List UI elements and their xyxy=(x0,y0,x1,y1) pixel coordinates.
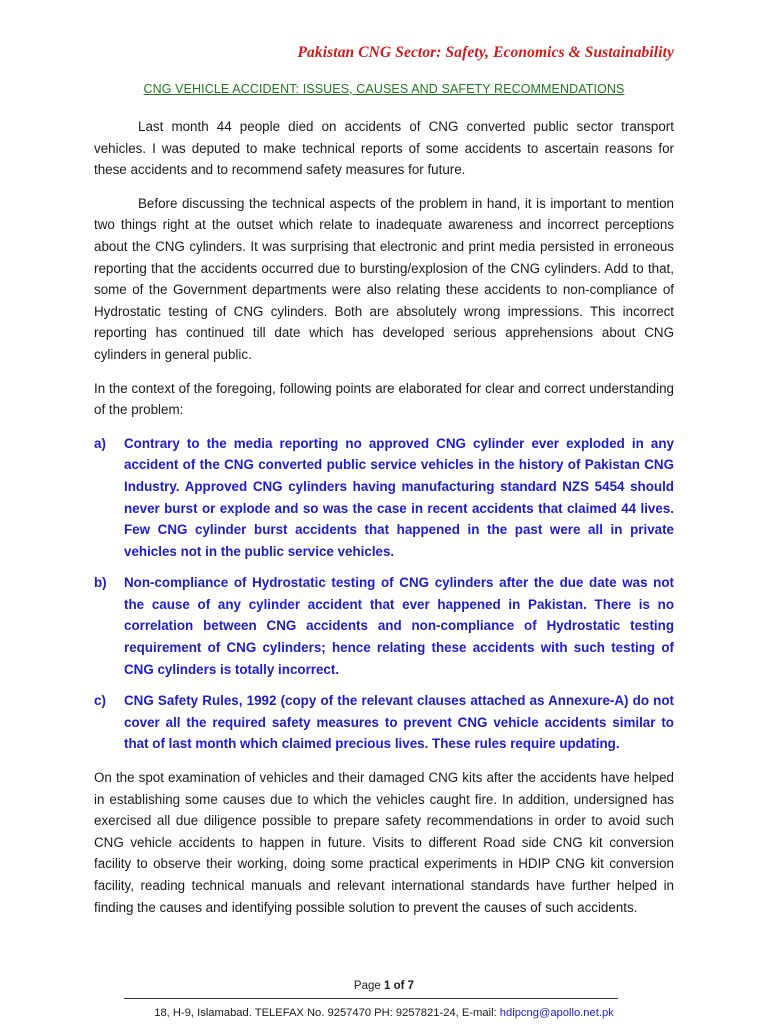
list-marker: c) xyxy=(94,693,106,709)
footer xyxy=(0,1007,768,1019)
list-item xyxy=(94,690,674,755)
page-label: Page xyxy=(353,980,381,992)
page-total: 7 xyxy=(407,980,415,992)
footer-divider xyxy=(124,998,618,999)
points-list xyxy=(94,433,674,755)
paragraph-closing: On the spot examination of vehicles and their damaged CNG kits after the accidents have helped in establishing some causes due to which the vehicles caught fire. In addition, undersigned has exercised all due diligence possible to prepare safety recommendations in order to avoid such CNG vehicle accidents to happen in future. Visits to different Road side CNG kit conversion facility to observe their working, doing some practical experiments in HDIP CNG kit conversion facility, reading technical manuals and relevant international standards have further helped in finding the causes and identifying possible solution to prevent the causes of such accidents. xyxy=(94,770,674,915)
page-number xyxy=(0,980,768,992)
footer-email-link[interactable]: hdipcng@apollo.net.pk xyxy=(499,1007,614,1019)
page-of: of xyxy=(393,980,405,992)
paragraph-context: In the context of the foregoing, following points are elaborated for clear and correct understanding of the problem: xyxy=(94,380,674,418)
list-item-text: Contrary to the media reporting no approved CNG cylinder ever exploded in any accident of the CNG converted public service vehicles in the history of Pakistan CNG Industry. Approved CNG cylinders having manufacturing standard NZS 5454 should never burst or explode and so was the case in recent accidents that claimed 44 lives. Few CNG cylinder burst accidents that happened in the past were all in private vehicles not in the public service vehicles. xyxy=(124,435,674,559)
list-item-text: Non-compliance of Hydrostatic testing of CNG cylinders after the due date was not the cause of any cylinder accident that ever happened in Pakistan. There is no correlation between CNG accidents and non-compliance of Hydrostatic testing requirement of CNG cylinders; hence relating these accidents with such testing of CNG cylinders is totally incorrect. xyxy=(124,575,674,677)
list-item-text: CNG Safety Rules, 1992 (copy of the relevant clauses attached as Annexure-A) do not cover all the required safety measures to prevent CNG vehicle accidents similar to that of last month which claimed precious lives. These rules require updating. xyxy=(124,693,674,752)
list-marker: b) xyxy=(94,575,107,591)
list-marker: a) xyxy=(94,435,106,451)
document-header: Pakistan CNG Sector: Safety, Economics & Sustainability xyxy=(297,44,674,61)
page-current: 1 xyxy=(383,980,391,992)
list-item xyxy=(94,433,674,563)
paragraph-intro: Last month 44 people died on accidents of CNG converted public sector transport vehicles. I was deputed to make technical reports of some accidents to ascertain reasons for these accidents and to recommend safety measures for future. xyxy=(94,119,674,178)
paragraph-background: Before discussing the technical aspects of the problem in hand, it is important to mention two things right at the outset which relate to inadequate awareness and incorrect perceptions about the CNG cylinders. It was surprising that electronic and print media persisted in erroneous reporting that the accidents occurred due to bursting/explosion of the CNG cylinders. Add to that, some of the Government departments were also relating these accidents to non-compliance of Hydrostatic testing of CNG cylinders. Both are absolutely wrong impressions. This incorrect reporting has continued till date which has developed serious apprehensions about CNG cylinders in general public. xyxy=(94,195,674,362)
list-item xyxy=(94,572,674,680)
document-title: CNG VEHICLE ACCIDENT: ISSUES, CAUSES AND SAFETY RECOMMENDATIONS xyxy=(143,82,625,96)
footer-address: 18, H-9, Islamabad. TELEFAX No. 9257470 PH: 9257821-24, E-mail: xyxy=(154,1007,497,1019)
document-body xyxy=(94,116,674,918)
